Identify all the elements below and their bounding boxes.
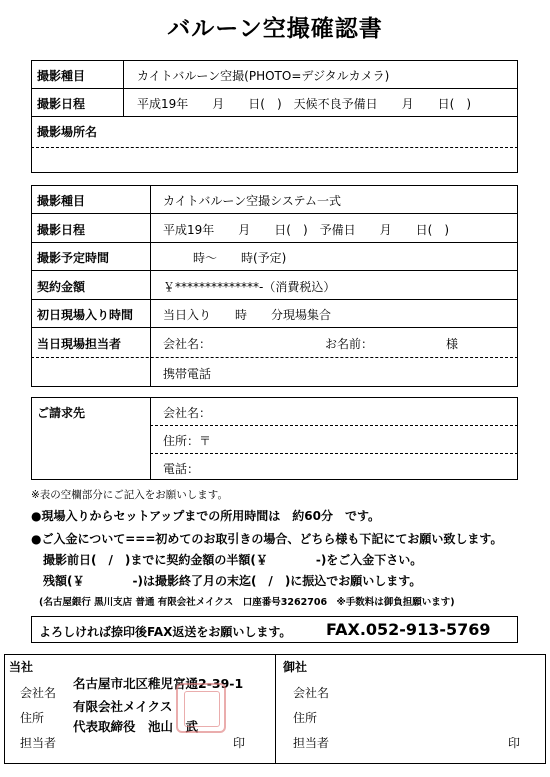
- schedule-label: 撮影日程: [37, 223, 86, 237]
- our-address: 名古屋市北区稚児宮通2-39-1: [73, 676, 244, 691]
- contract-amount-value: ￥**************-（消費税込）: [163, 280, 336, 294]
- our-seal-mark: 印: [233, 736, 246, 750]
- onsite-contact-label: 当日現場担当者: [37, 337, 122, 351]
- billing-phone[interactable]: 電話：: [163, 462, 200, 476]
- client-company-label[interactable]: 会社名: [293, 686, 330, 700]
- shooting-schedule-value[interactable]: 平成19年 月 日( ) 天候不良予備日 月 日( ): [137, 97, 471, 111]
- note-payment: ●ご入金について===初めてのお取引きの場合、どちら様も下記にてお願い致します。: [31, 532, 503, 546]
- our-person-label: 担当者: [20, 736, 57, 750]
- shooting-type-label: 撮影種目: [37, 69, 86, 83]
- note-bank-account: (名古屋銀行 黒川支店 普通 有限会社メイクス 口座番号3262706 ※手数料は御負担願います): [39, 597, 455, 608]
- page-title: バルーン空撮確認書: [167, 16, 383, 42]
- our-representative: 代表取締役 池山 武: [73, 719, 199, 734]
- arrival-time-value[interactable]: 当日入り 時 分現場集合: [163, 308, 332, 322]
- type-value: カイトバルーン空撮システム一式: [163, 194, 341, 208]
- billing-label: ご請求先: [37, 406, 86, 420]
- shooting-schedule-label: 撮影日程: [37, 97, 86, 111]
- contract-amount-label: 契約金額: [37, 280, 86, 294]
- our-company-name: 有限会社メイクス: [73, 699, 173, 714]
- planned-time-label: 撮影予定時間: [37, 251, 110, 265]
- our-company-label: 会社名: [20, 686, 57, 700]
- billing-address[interactable]: 住所：〒: [163, 434, 212, 448]
- onsite-name-label[interactable]: お名前：: [325, 337, 374, 351]
- note-balance: 残額(￥ -)は撮影終了月の末迄( / )に振込でお願いします。: [43, 574, 422, 588]
- onsite-company-label[interactable]: 会社名：: [163, 337, 212, 351]
- fax-number[interactable]: FAX.052-913-5769: [326, 620, 491, 639]
- shooting-location-label: 撮影場所名: [37, 125, 98, 139]
- client-address-label[interactable]: 住所: [293, 711, 318, 725]
- billing-table: [31, 397, 518, 480]
- client-seal-mark: 印: [508, 736, 521, 750]
- arrival-time-label: 初日現場入り時間: [37, 308, 134, 322]
- note-setup-time: ●現場入りからセットアップまでの所用時間は 約60分 です。: [31, 509, 381, 523]
- client-heading: 御社: [283, 660, 308, 674]
- type-label: 撮影種目: [37, 194, 86, 208]
- our-company-heading: 当社: [9, 660, 34, 674]
- note-fill-blanks: ※表の空欄部分にご記入をお願いします。: [31, 489, 228, 501]
- onsite-sama: 様: [446, 337, 459, 351]
- onsite-mobile-label[interactable]: 携帯電話: [163, 367, 212, 381]
- shooting-type-value: カイトバルーン空撮(PHOTO=デジタルカメラ): [137, 69, 390, 83]
- our-address-label: 住所: [20, 711, 45, 725]
- client-person-label[interactable]: 担当者: [293, 736, 330, 750]
- company-seal-stamp-icon: [176, 683, 226, 733]
- schedule-value[interactable]: 平成19年 月 日( ) 予備日 月 日( ): [163, 223, 449, 237]
- note-deposit: 撮影前日( / )までに契約金額の半額(￥ -)をご入金下さい。: [43, 553, 423, 567]
- fax-request-text: よろしければ捺印後FAX返送をお願いします。: [39, 625, 292, 639]
- billing-company[interactable]: 会社名：: [163, 406, 212, 420]
- planned-time-value[interactable]: 時～ 時(予定): [193, 251, 287, 265]
